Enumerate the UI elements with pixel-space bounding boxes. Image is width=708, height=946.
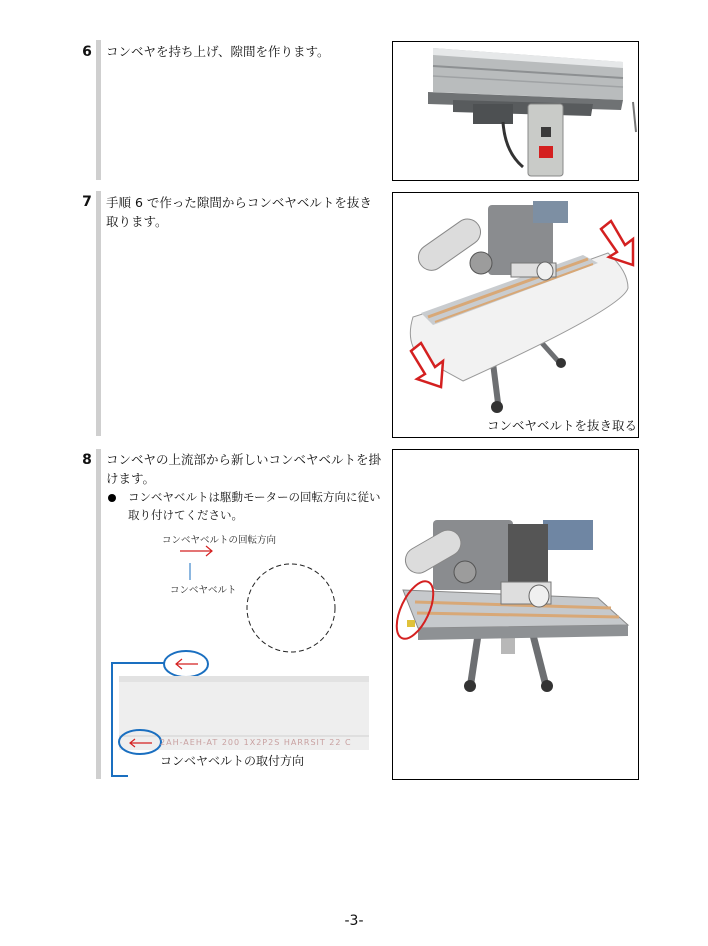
mount-direction-caption: コンベヤベルトの取付方向 [160, 754, 305, 768]
step-7-photo-caption: コンベヤベルトを抜き取る [487, 418, 638, 433]
step-6-number: 6 [82, 44, 92, 60]
page-number: -3- [344, 913, 364, 929]
step-6-text: コンベヤを持ち上げ、隙間を作ります。 [106, 44, 330, 59]
step-8-photo [392, 449, 639, 780]
bullet-text: コンベヤベルトは駆動モーターの回転方向に従い取り付けてください。 [128, 490, 381, 522]
step-7-text: 手順 6 で作った隙間からコンベヤベルトを抜き取ります。 [106, 195, 372, 229]
step-7-number: 7 [82, 194, 92, 210]
rotation-direction-label: コンベヤベルトの回転方向 [162, 535, 277, 546]
step-8-text: コンベヤの上流部から新しいコンベヤベルトを掛けます。 [106, 452, 382, 486]
belt-label: コンベヤベルト [170, 585, 237, 596]
belt-print-text: 2AH-AEH-AT 200 1X2P2S HARRSIT 22 C [160, 738, 352, 747]
step-8-number: 8 [82, 452, 92, 468]
